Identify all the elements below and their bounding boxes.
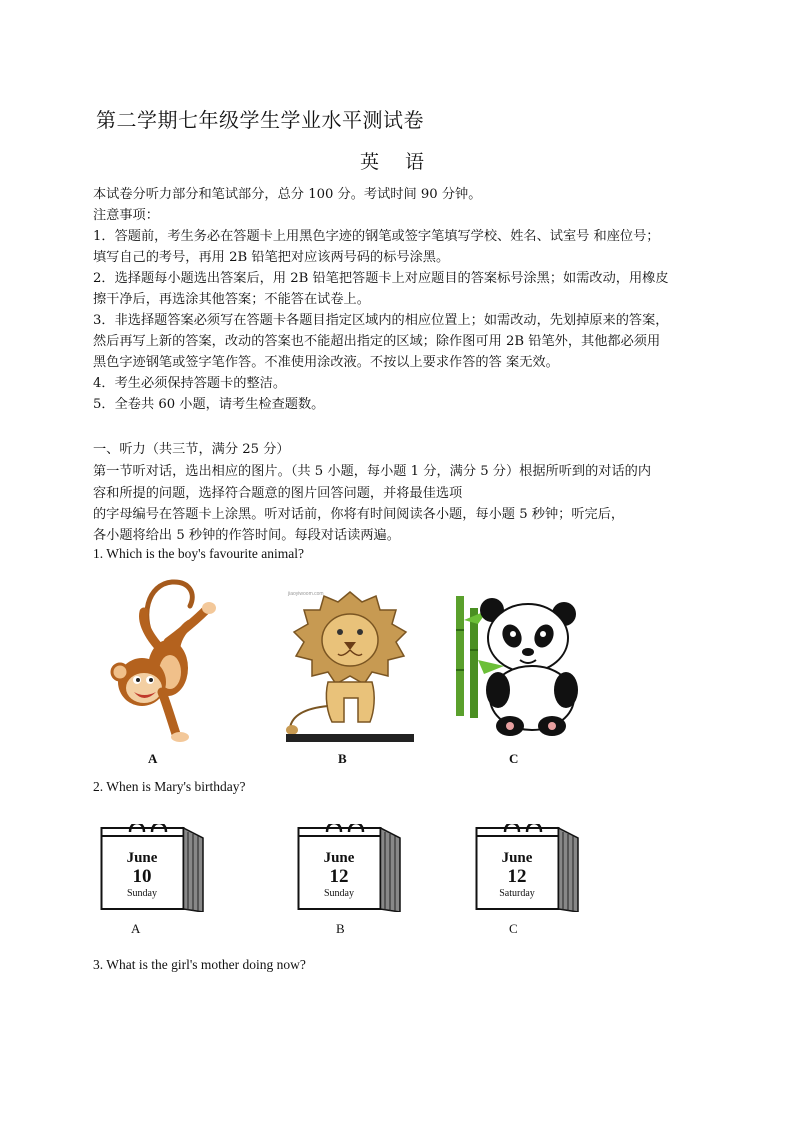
q2-option-c-label: C: [509, 921, 518, 936]
question-2-text: 2. When is Mary's birthday?: [93, 779, 246, 794]
lion-watermark: jiaoyiwoom.com: [288, 591, 324, 597]
notice-line: 填写自己的考号，再用 2B 铅笔把对应该两号码的标号涂黑。: [93, 250, 450, 265]
calendar-weekday: Saturday: [499, 888, 535, 899]
section-line: 第一节听对话，选出相应的图片。（共 5 小题，每小题 1 分，满分 5 分）根据所听到的对话的内: [93, 464, 652, 479]
subject-title: 英 语: [359, 151, 435, 173]
notice-line: 2．选择题每小题选出答案后，用 2B 铅笔把答题卡上对应题目的答案标号涂黑；如需改动，用橡皮: [93, 271, 669, 286]
question-3-text: 3. What is the girl's mother doing now?: [93, 957, 306, 972]
page-title: 第二学期七年级学生学业水平测试卷: [96, 108, 424, 132]
notice-line: 擦干净后，再选涂其他答案；不能答在试卷上。: [93, 292, 370, 307]
calendar-option-b: [297, 824, 402, 912]
calendar-month: June: [126, 850, 158, 866]
section-line: 各小题将给出 5 秒钟的作答时间。每段对话读两遍。: [93, 528, 400, 543]
calendar-day: 12: [507, 866, 527, 887]
notice-line: 1．答题前，考生务必在答题卡上用黑色字迹的钢笔或签字笔填写学校、姓名、试室号 和座位号；: [93, 229, 660, 244]
calendar-option-c: [475, 824, 580, 912]
calendar-weekday: Sunday: [324, 888, 354, 899]
notice-line: 5．全卷共 60 小题，请考生检查题数。: [93, 397, 325, 412]
notice-line: 然后再写上新的答案，改动的答案也不能超出指定的区域；除作图可用 2B 铅笔外，其他都必须用: [93, 334, 661, 349]
q2-option-b-label: B: [336, 921, 345, 936]
calendar-day: 12: [329, 866, 349, 887]
notice-line: 3．非选择题答案必须写在答题卡各题目指定区域内的相应位置上；如需改动，先划掉原来的答案，: [93, 313, 669, 328]
lion-picture: [284, 588, 416, 744]
calendar-month: June: [501, 850, 533, 866]
q1-option-c-label: C: [509, 751, 519, 766]
q1-option-a-label: A: [148, 751, 158, 766]
calendar-month: June: [323, 850, 355, 866]
section-line: 的字母编号在答题卡上涂黑。听对话前，你将有时间阅读各小题，每小题 5 秒钟；听完后，: [93, 507, 625, 522]
notice-heading: 注意事项：: [93, 208, 159, 223]
notice-line: 4．考生必须保持答题卡的整洁。: [93, 376, 287, 391]
monkey-picture: [98, 576, 226, 744]
q1-option-b-label: B: [338, 751, 347, 766]
q2-option-a-label: A: [131, 921, 141, 936]
section-line: 容和所提的问题，选择符合题意的图片回答问题，并将最佳选项: [93, 486, 463, 501]
section-heading: 一、听力（共三节，满分 25 分）: [93, 442, 290, 457]
calendar-weekday: Sunday: [127, 888, 157, 899]
notice-line: 黑色字迹钢笔或签字笔作答。不准使用涂改液。不按以上要求作答的答 案无效。: [93, 355, 559, 370]
exam-intro: 本试卷分听力部分和笔试部分，总分 100 分。考试时间 90 分钟。: [93, 187, 482, 202]
calendar-option-a: [100, 824, 205, 912]
panda-picture: [448, 590, 584, 740]
calendar-day: 10: [132, 866, 152, 887]
question-1-text: 1. Which is the boy's favourite animal?: [93, 546, 305, 561]
